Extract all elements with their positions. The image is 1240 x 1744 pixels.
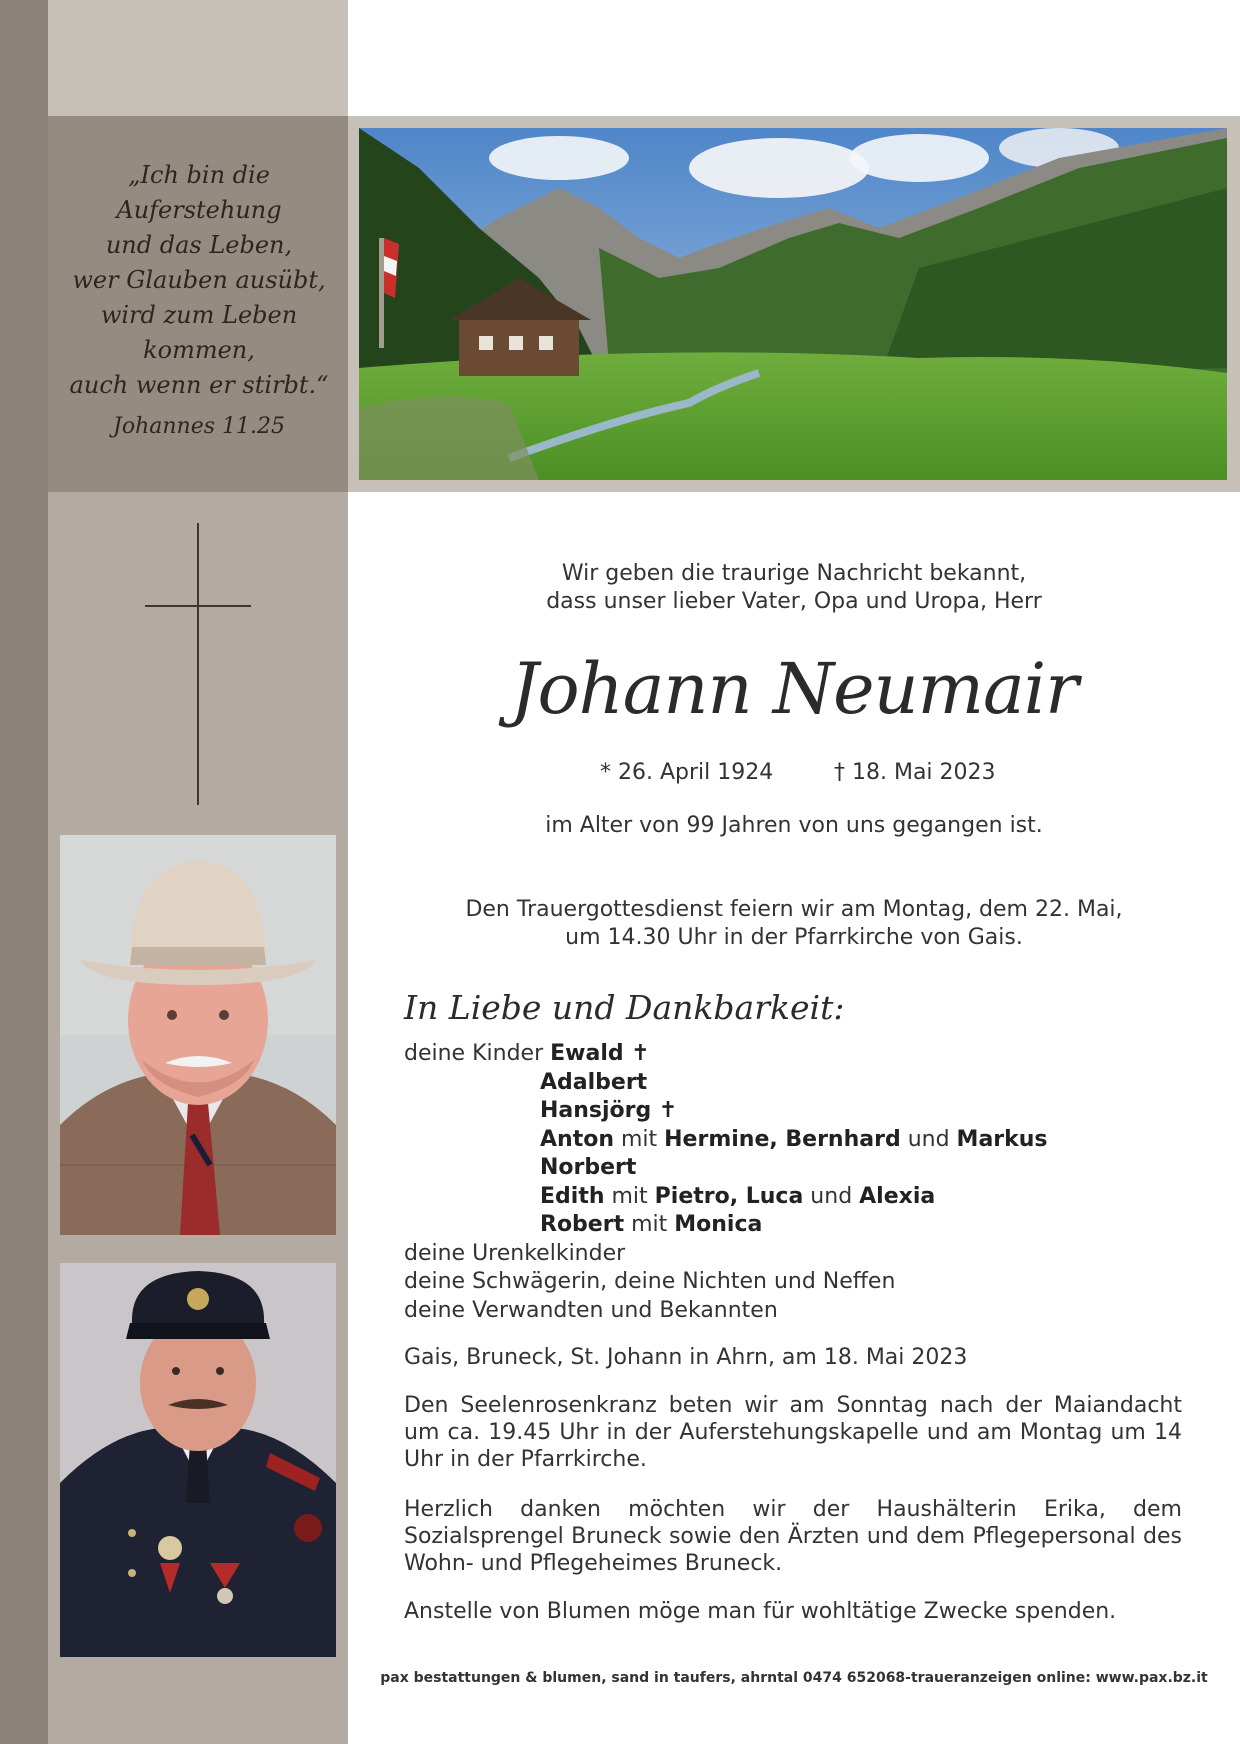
family-row: deine Verwandten und Bekannten: [404, 1297, 778, 1323]
family-list: [404, 1040, 1048, 1325]
child-name: Ewald ✝: [550, 1041, 650, 1066]
child-name: Hansjörg ✝: [540, 1098, 678, 1123]
connector-text: und: [900, 1126, 957, 1152]
family-row: deine Schwägerin, deine Nichten und Neffen: [404, 1269, 896, 1294]
place-date: Gais, Bruneck, St. Johann in Ahrn, am 18. Mai 2023: [404, 1345, 968, 1370]
portrait-photo-uniform: [60, 1263, 336, 1657]
deceased-name: Johann Neumair: [510, 648, 1078, 730]
signoff-heading: In Liebe und Dankbarkeit:: [404, 988, 845, 1027]
connector-text: mit: [613, 1126, 665, 1152]
quote-line: „Ich bin die: [128, 161, 270, 189]
intro-text: [404, 560, 1184, 616]
family-row: [404, 1183, 1048, 1212]
child-name: Edith: [540, 1183, 605, 1209]
grandchild-name: Alexia: [859, 1183, 936, 1209]
family-row: [404, 1097, 1048, 1126]
alpine-landscape-photo: [359, 128, 1227, 480]
quote-line: auch wenn er stirbt.“: [69, 371, 329, 399]
age-line: im Alter von 99 Jahren von uns gegangen ist.: [545, 813, 1043, 838]
cross-icon-bar: [145, 605, 251, 607]
quote-line: wer Glauben ausübt,: [72, 266, 326, 294]
birth-date: * 26. April 1924: [600, 760, 774, 785]
bible-quote: [60, 158, 338, 403]
children-label: deine Kinder: [404, 1041, 544, 1066]
grandchildren-names: Pietro, Luca: [654, 1183, 804, 1209]
connector-text: mit: [624, 1212, 675, 1237]
intro-line: dass unser lieber Vater, Opa und Uropa, Herr: [546, 589, 1042, 614]
family-row: [404, 1211, 1048, 1240]
family-row: [404, 1069, 1048, 1098]
rosary-notice: Den Seelenrosenkranz beten wir am Sonntag nach der Maiandacht um ca. 19.45 Uhr in der Auferstehungskapelle und am Montag um 14 Uhr in der Pfarrkirche.: [404, 1393, 1182, 1472]
thanks-notice: Herzlich danken möchten wir der Haushälterin Erika, dem Sozialsprengel Bruneck sowie den Ärzten und dem Pflegepersonal des Wohn- und Pflegeheimes Bruneck.: [404, 1497, 1182, 1576]
service-line: Den Trauergottesdienst feiern wir am Montag, dem 22. Mai,: [465, 897, 1123, 922]
quote-line: kommen,: [143, 336, 255, 364]
service-line: um 14.30 Uhr in der Pfarrkirche von Gais.: [565, 925, 1023, 950]
quote-reference: Johannes 11.25: [113, 414, 285, 439]
flowers-notice: Anstelle von Blumen möge man für wohltätige Zwecke spenden.: [404, 1599, 1117, 1624]
child-name: Anton: [540, 1126, 614, 1152]
child-name: Adalbert: [540, 1069, 648, 1095]
service-text: [404, 896, 1184, 952]
family-row: [404, 1154, 1048, 1183]
quote-line: wird zum Leben: [100, 301, 298, 329]
spouse-name: Monica: [674, 1212, 763, 1237]
family-row: [404, 1040, 1048, 1069]
death-date: † 18. Mai 2023: [834, 760, 996, 785]
portrait-photo-hat: [60, 835, 336, 1235]
child-name: Norbert: [540, 1155, 637, 1180]
cross-icon: [197, 523, 199, 805]
connector-text: mit: [604, 1183, 655, 1209]
left-strip: [0, 0, 48, 1744]
connector-text: und: [803, 1183, 860, 1209]
quote-line: Auferstehung: [116, 196, 282, 224]
child-name: Robert: [540, 1212, 625, 1237]
intro-line: Wir geben die traurige Nachricht bekannt,: [561, 561, 1027, 586]
family-row: [404, 1126, 1048, 1155]
family-row: deine Urenkelkinder: [404, 1240, 626, 1266]
footer-contact: pax bestattungen & blumen, sand in taufers, ahrntal 0474 652068-traueranzeigen online: www.pax.bz.it: [380, 1670, 1208, 1686]
grandchildren-names: Hermine, Bernhard: [664, 1126, 901, 1152]
side-column-top: [48, 0, 348, 116]
quote-line: und das Leben,: [105, 231, 293, 259]
grandchild-name: Markus: [956, 1126, 1048, 1152]
